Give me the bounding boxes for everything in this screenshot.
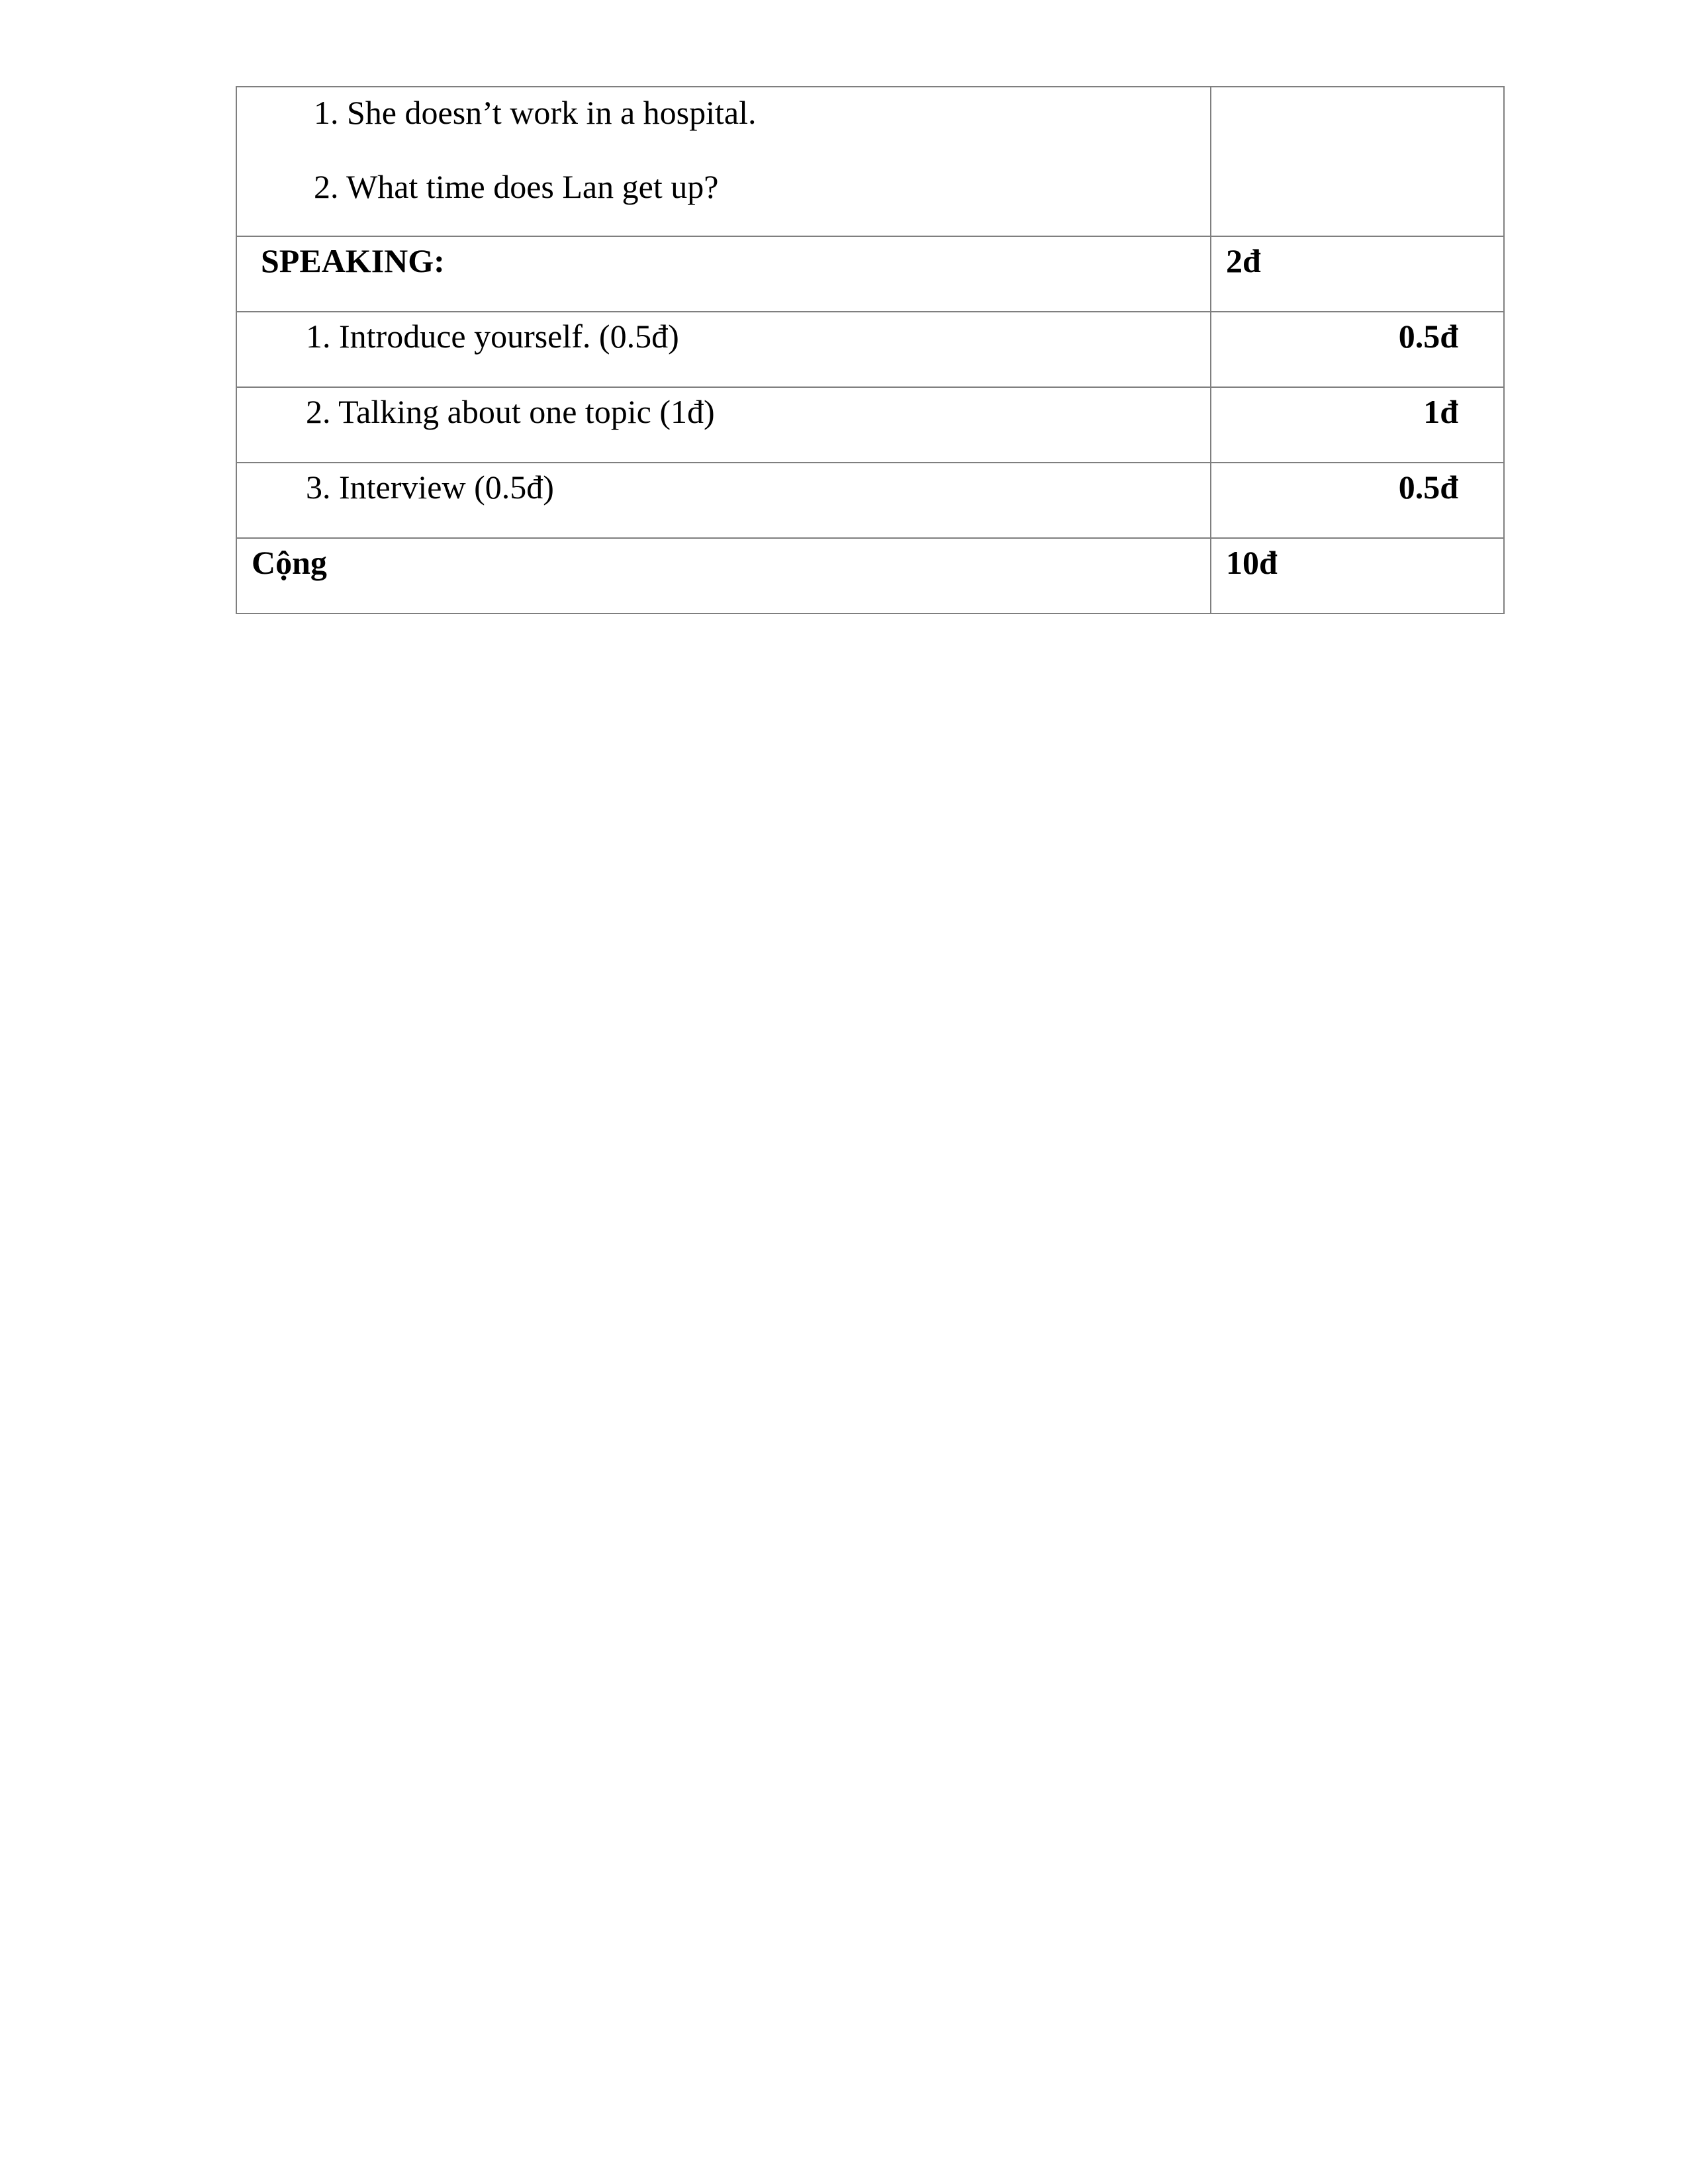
speaking-item-score-cell bbox=[1211, 387, 1504, 463]
speaking-header-row bbox=[236, 236, 1504, 312]
speaking-item-row bbox=[236, 463, 1504, 538]
speaking-title: SPEAKING: bbox=[261, 242, 445, 279]
answer-line-2: 2. What time does Lan get up? bbox=[314, 168, 719, 205]
speaking-item-1-score: 0.5đ bbox=[1398, 318, 1458, 355]
speaking-item-score-cell bbox=[1211, 463, 1504, 538]
total-score-cell bbox=[1211, 538, 1504, 614]
total-score: 10đ bbox=[1226, 544, 1278, 581]
answers-score-cell bbox=[1211, 87, 1504, 236]
speaking-title-cell bbox=[236, 236, 1211, 312]
answer-line-1: 1. She doesn’t work in a hospital. bbox=[314, 94, 757, 131]
speaking-item-3-text: 3. Interview (0.5đ) bbox=[306, 469, 554, 506]
answers-row bbox=[236, 87, 1504, 236]
speaking-item-row bbox=[236, 312, 1504, 387]
total-row bbox=[236, 538, 1504, 614]
speaking-item-1-text: 1. Introduce yourself. (0.5đ) bbox=[306, 318, 679, 355]
speaking-item-2-text: 2. Talking about one topic (1đ) bbox=[306, 393, 715, 430]
speaking-item-cell bbox=[236, 387, 1211, 463]
scoring-table bbox=[236, 86, 1505, 614]
speaking-score: 2đ bbox=[1226, 242, 1261, 279]
speaking-score-cell bbox=[1211, 236, 1504, 312]
speaking-item-cell bbox=[236, 463, 1211, 538]
speaking-item-score-cell bbox=[1211, 312, 1504, 387]
speaking-item-row bbox=[236, 387, 1504, 463]
speaking-item-3-score: 0.5đ bbox=[1398, 469, 1458, 506]
total-label: Cộng bbox=[252, 544, 327, 581]
speaking-item-cell bbox=[236, 312, 1211, 387]
speaking-item-2-score: 1đ bbox=[1423, 393, 1458, 430]
answers-cell bbox=[236, 87, 1211, 236]
total-label-cell bbox=[236, 538, 1211, 614]
